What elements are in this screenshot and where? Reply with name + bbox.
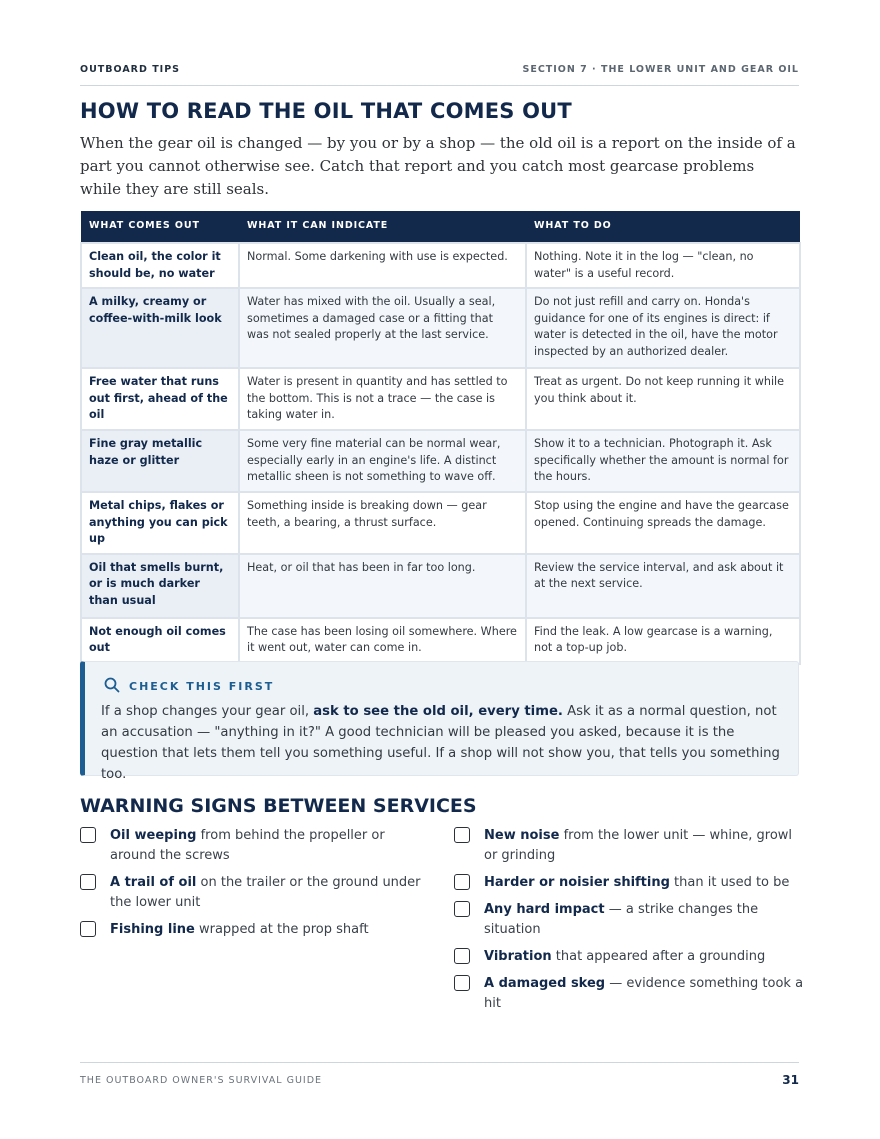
cell-indication: Heat, or oil that has been in far too long. (239, 554, 526, 618)
column-header: WHAT TO DO (526, 211, 800, 243)
cell-action: Treat as urgent. Do not keep running it while you think about it. (526, 368, 800, 430)
section-title: HOW TO READ THE OIL THAT COMES OUT (80, 99, 572, 123)
checklist-item (454, 900, 804, 940)
item-detail: — a strike changes the situation (484, 902, 759, 937)
table-row (81, 288, 800, 368)
running-header (80, 63, 799, 86)
cell-action: Show it to a technician. Photograph it. Ask specifically whether the amount is normal for the hours. (526, 430, 800, 492)
item-detail: that appeared after a grounding (551, 949, 766, 964)
cell-what-comes-out: Fine gray metallic haze or glitter (81, 430, 239, 492)
callout-label (104, 677, 274, 693)
callout-text (101, 701, 791, 785)
header-right: SECTION 7 · THE LOWER UNIT AND GEAR OIL (522, 64, 799, 75)
checklist-item (454, 947, 804, 967)
warning-signs-title: WARNING SIGNS BETWEEN SERVICES (80, 795, 477, 817)
checkbox[interactable] (80, 874, 96, 890)
warning-list-right (454, 826, 804, 1021)
cell-what-comes-out: Not enough oil comes out (81, 618, 239, 664)
checkbox[interactable] (454, 901, 470, 917)
column-header: WHAT IT CAN INDICATE (239, 211, 526, 243)
checkbox[interactable] (454, 874, 470, 890)
table-row (81, 492, 800, 554)
item-detail: than it used to be (669, 875, 790, 890)
callout-text-start: If a shop changes your gear oil, (101, 704, 314, 719)
cell-indication: Normal. Some darkening with use is expected. (239, 243, 526, 288)
item-detail: — evidence something took a hit (484, 976, 804, 1011)
callout-label-text: CHECK THIS FIRST (129, 680, 275, 693)
header-left: OUTBOARD TIPS (80, 64, 181, 75)
cell-indication: Water is present in quantity and has settled to the bottom. This is not a trace — the case is taking water in. (239, 368, 526, 430)
page-footer (80, 1062, 799, 1093)
cell-indication: Some very fine material can be normal wear, especially early in an engine's life. A distinct metallic sheen is not something to wave off. (239, 430, 526, 492)
cell-what-comes-out: Oil that smells burnt, or is much darker than usual (81, 554, 239, 618)
cell-indication: The case has been losing oil somewhere. Where it went out, water can come in. (239, 618, 526, 664)
item-term: A damaged skeg (484, 976, 606, 991)
table-header-row (81, 211, 800, 243)
item-detail: on the trailer or the ground under the lower unit (110, 875, 421, 910)
item-term: New noise (484, 828, 560, 843)
checkbox[interactable] (80, 827, 96, 843)
page-number: 31 (782, 1073, 799, 1087)
cell-action: Nothing. Note it in the log — "clean, no water" is a useful record. (526, 243, 800, 288)
check-this-first-callout (80, 661, 799, 782)
warning-list-left (80, 826, 430, 947)
column-header: WHAT COMES OUT (81, 211, 239, 243)
oil-table (80, 211, 801, 665)
table-row (81, 368, 800, 430)
cell-action: Stop using the engine and have the gearcase opened. Continuing spreads the damage. (526, 492, 800, 554)
table-row (81, 430, 800, 492)
item-detail: wrapped at the prop shaft (194, 922, 369, 937)
search-icon (104, 677, 120, 693)
cell-what-comes-out: Free water that runs out first, ahead of the oil (81, 368, 239, 430)
cell-action: Do not just refill and carry on. Honda's guidance for one of its engines is direct: if water is detected in the oil, have the motor inspected by an authorized dealer. (526, 288, 800, 368)
checkbox[interactable] (80, 921, 96, 937)
lede-paragraph: When the gear oil is changed — by you or by a shop — the old oil is a report on the inside of a part you cannot otherwise see. Catch that report and you catch most gearcase problems while they are still seals. (80, 134, 796, 198)
callout-text-emphasis: ask to see the old oil, every time. (313, 704, 563, 719)
cell-indication: Something inside is breaking down — gear teeth, a bearing, a thrust surface. (239, 492, 526, 554)
item-term: Fishing line (110, 922, 195, 937)
checklist-item (454, 873, 804, 893)
item-term: Oil weeping (110, 828, 197, 843)
cell-action: Find the leak. A low gearcase is a warning, not a top-up job. (526, 618, 800, 664)
cell-indication: Water has mixed with the oil. Usually a seal, sometimes a damaged case or a fitting that was not sealed properly at the last service. (239, 288, 526, 368)
cell-what-comes-out: A milky, creamy or coffee-with-milk look (81, 288, 239, 368)
checklist-item (454, 974, 804, 1014)
table-row (81, 243, 800, 288)
table-row (81, 618, 800, 664)
checkbox[interactable] (454, 948, 470, 964)
item-term: Harder or noisier shifting (484, 875, 670, 890)
checklist-item (454, 826, 804, 866)
cell-what-comes-out: Metal chips, flakes or anything you can pick up (81, 492, 239, 554)
checklist-item (80, 873, 430, 913)
table-row (81, 554, 800, 618)
cell-action: Review the service interval, and ask about it at the next service. (526, 554, 800, 618)
item-term: A trail of oil (110, 875, 197, 890)
checkbox[interactable] (454, 975, 470, 991)
callout-text-end: Ask it as a normal question, not an accusation — "anything in it?" A good technician will be pleased you asked, because it is the question that lets them tell you something useful. If a shop will not show you, that tells you something too. (101, 704, 780, 782)
cell-what-comes-out: Clean oil, the color it should be, no water (81, 243, 239, 288)
checklist-item (80, 826, 430, 866)
item-detail: from behind the propeller or around the screws (110, 828, 385, 863)
item-term: Any hard impact (484, 902, 605, 917)
item-term: Vibration (484, 949, 552, 964)
item-detail: from the lower unit — whine, growl or grinding (484, 828, 793, 863)
checkbox[interactable] (454, 827, 470, 843)
footer-book-title: THE OUTBOARD OWNER'S SURVIVAL GUIDE (80, 1075, 323, 1086)
checklist-item (80, 920, 430, 940)
